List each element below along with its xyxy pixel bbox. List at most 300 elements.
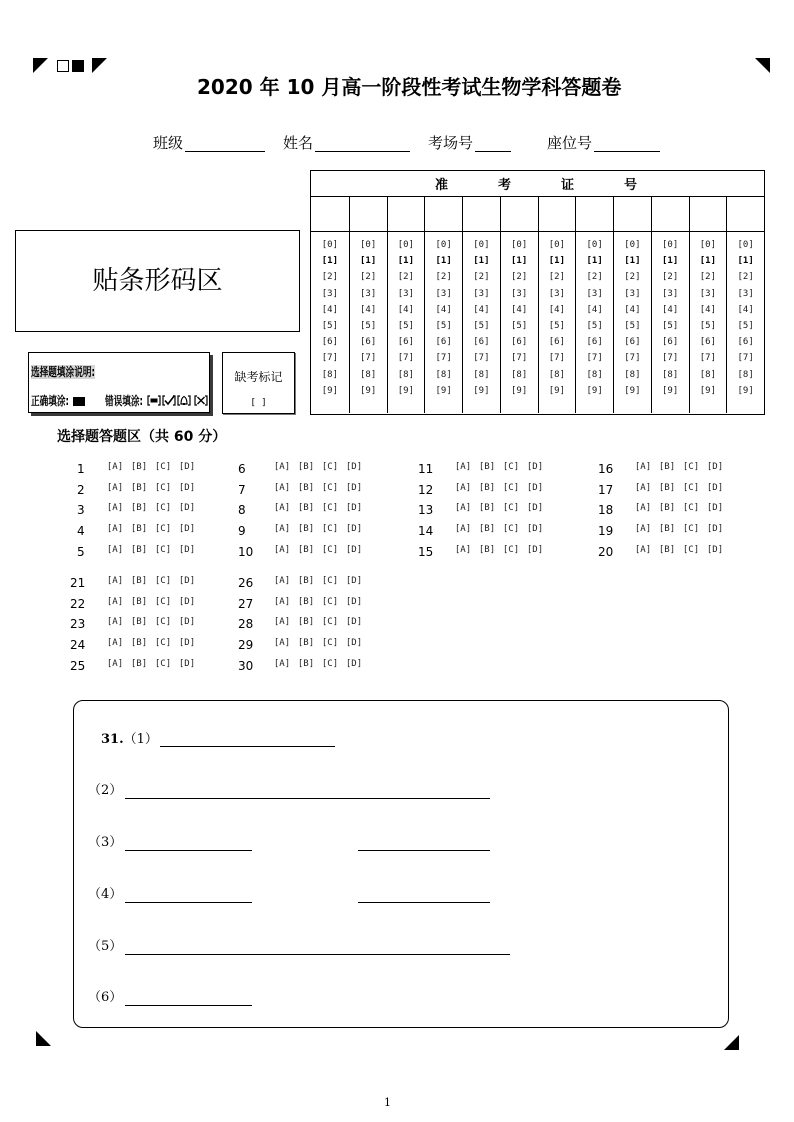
- option-bubbles: [106, 617, 196, 627]
- admission-column-7: [538, 197, 576, 413]
- choice-question-row: [238, 459, 363, 480]
- barcode-area-label: 贴条形码区: [92, 265, 223, 296]
- page-number: 1: [384, 1096, 391, 1109]
- question-number: 26: [238, 575, 254, 590]
- digit-bubble-9: [9]: [586, 385, 603, 396]
- digit-bubble-6: [6]: [359, 337, 377, 348]
- digit-bubble-6: [6]: [473, 337, 490, 348]
- option-bubble-d: [D]: [706, 503, 724, 514]
- admission-header-char: 准: [435, 178, 449, 193]
- digit-bubble-3: [3]: [321, 288, 338, 299]
- question-number: 21: [70, 575, 86, 590]
- name-label: 姓名: [283, 134, 314, 152]
- option-bubble-c: [C]: [502, 503, 520, 514]
- option-bubble-a: [A]: [634, 545, 652, 556]
- question-number: 23: [70, 617, 86, 632]
- digit-bubble-1: [1]: [548, 256, 565, 267]
- option-bubble-c: [C]: [502, 524, 520, 535]
- digit-bubble-5: [5]: [473, 320, 490, 331]
- seat-label: 座位号: [547, 134, 593, 152]
- option-bubble-b: [B]: [478, 524, 496, 535]
- option-bubble-c: [C]: [321, 575, 339, 586]
- digit-bubble-5: [5]: [435, 320, 452, 331]
- digit-bubble-9: [9]: [473, 385, 490, 396]
- digit-bubble-7: [7]: [473, 353, 490, 364]
- option-bubble-a: [A]: [273, 545, 291, 556]
- option-bubbles: [273, 545, 363, 555]
- digit-bubble-4: [4]: [737, 304, 754, 315]
- option-bubble-b: [B]: [478, 503, 496, 514]
- digit-bubble-2: [2]: [586, 272, 603, 283]
- option-bubble-a: [A]: [273, 575, 291, 586]
- digit-bubble-8: [8]: [737, 369, 754, 380]
- correct-fill-label: 正确填涂:: [31, 394, 70, 408]
- option-bubble-b: [B]: [130, 503, 148, 514]
- digit-bubble-0: [0]: [548, 240, 565, 250]
- question-number: 3: [77, 503, 85, 518]
- choice-question-row: [238, 656, 363, 677]
- question-number: 13: [418, 503, 434, 518]
- admission-header-char: 号: [624, 178, 638, 193]
- option-bubble-a: [A]: [273, 659, 291, 670]
- option-bubble-c: [C]: [154, 659, 172, 670]
- choice-group-26-30: [238, 573, 363, 677]
- digit-bubble-6: [6]: [624, 337, 641, 348]
- digit-bubble-3: [3]: [737, 288, 754, 299]
- choice-question-row: [70, 614, 196, 635]
- digit-bubble-4: [4]: [435, 304, 452, 315]
- option-bubbles: [634, 462, 724, 472]
- wrong-fill-cross-icon: [194, 395, 208, 406]
- digit-bubble-7: [7]: [699, 353, 716, 364]
- option-bubble-c: [C]: [154, 596, 172, 607]
- option-bubble-a: [A]: [106, 575, 124, 586]
- question-number: 30: [238, 659, 254, 674]
- digit-bubble-5: [5]: [359, 320, 377, 331]
- digit-bubble-7: [7]: [548, 353, 565, 364]
- option-bubble-a: [A]: [273, 596, 291, 607]
- part-4-answer-blank-a: [125, 902, 252, 903]
- option-bubbles: [273, 462, 363, 472]
- part-4-answer-blank-b: [358, 902, 490, 903]
- option-bubble-c: [C]: [154, 545, 172, 556]
- question-number: 14: [418, 524, 434, 539]
- option-bubble-a: [A]: [106, 617, 124, 628]
- corner-triangle-icon: [33, 58, 48, 73]
- choice-question-row: [238, 542, 363, 563]
- digit-bubble-4: [4]: [699, 304, 716, 315]
- corner-triangle-icon: [724, 1035, 739, 1050]
- digit-bubble-7: [7]: [435, 353, 452, 364]
- option-bubble-d: [D]: [345, 524, 363, 535]
- digit-bubble-3: [3]: [624, 288, 641, 299]
- option-bubble-c: [C]: [682, 524, 700, 535]
- digit-bubble-0: [0]: [661, 240, 679, 250]
- option-bubble-a: [A]: [634, 461, 652, 472]
- option-bubble-d: [D]: [706, 482, 724, 493]
- digit-bubble-5: [5]: [321, 320, 338, 331]
- digit-bubble-7: [7]: [397, 353, 414, 364]
- digit-bubble-0: [0]: [397, 240, 414, 250]
- option-bubble-c: [C]: [154, 503, 172, 514]
- empty-square-icon: [57, 60, 69, 72]
- admission-digit-write-cell: [311, 197, 349, 232]
- digit-bubble-1: [1]: [586, 256, 603, 267]
- digit-bubble-0: [0]: [359, 240, 377, 250]
- digit-bubble-1: [1]: [359, 256, 377, 267]
- admission-bubble-stack: [501, 232, 538, 399]
- question-number: 12: [418, 482, 434, 497]
- choice-question-row: [238, 521, 363, 542]
- option-bubble-d: [D]: [706, 461, 724, 472]
- admission-digit-write-cell: [350, 197, 387, 232]
- digit-bubble-3: [3]: [510, 288, 528, 299]
- option-bubble-d: [D]: [345, 482, 363, 493]
- option-bubble-b: [B]: [478, 461, 496, 472]
- part-3-answer-blank-b: [358, 850, 490, 851]
- admission-bubble-stack: [388, 232, 425, 399]
- choice-question-row: [418, 542, 544, 563]
- option-bubble-b: [B]: [130, 461, 148, 472]
- digit-bubble-7: [7]: [321, 353, 338, 364]
- admission-column-11: [689, 197, 727, 413]
- option-bubble-d: [D]: [178, 638, 196, 649]
- digit-bubble-6: [6]: [661, 337, 679, 348]
- option-bubble-d: [D]: [345, 659, 363, 670]
- question-number: 27: [238, 596, 254, 611]
- part-1-line: [101, 732, 158, 748]
- option-bubble-a: [A]: [106, 503, 124, 514]
- admission-bubble-stack: [652, 232, 689, 399]
- admission-bubble-stack: [311, 232, 349, 399]
- option-bubble-d: [D]: [178, 461, 196, 472]
- option-bubble-b: [B]: [130, 575, 148, 586]
- digit-bubble-4: [4]: [661, 304, 679, 315]
- option-bubble-c: [C]: [321, 638, 339, 649]
- option-bubbles: [106, 503, 196, 513]
- option-bubble-b: [B]: [658, 461, 676, 472]
- digit-bubble-7: [7]: [359, 353, 377, 364]
- admission-digit-write-cell: [463, 197, 500, 232]
- admission-column-2: [349, 197, 387, 413]
- admission-column-6: [500, 197, 538, 413]
- digit-bubble-3: [3]: [473, 288, 490, 299]
- choice-group-11-15: [418, 459, 544, 563]
- option-bubble-a: [A]: [106, 638, 124, 649]
- digit-bubble-9: [9]: [699, 385, 716, 396]
- admission-column-8: [575, 197, 613, 413]
- option-bubbles: [273, 503, 363, 513]
- question-number: 20: [598, 545, 614, 560]
- choice-question-row: [77, 500, 196, 521]
- option-bubble-a: [A]: [273, 524, 291, 535]
- option-bubble-c: [C]: [502, 461, 520, 472]
- admission-bubble-stack: [690, 232, 727, 399]
- choice-question-row: [77, 459, 196, 480]
- digit-bubble-1: [1]: [661, 256, 679, 267]
- absent-mark-box: [222, 352, 295, 414]
- option-bubble-b: [B]: [658, 524, 676, 535]
- option-bubble-c: [C]: [682, 482, 700, 493]
- option-bubble-c: [C]: [321, 524, 339, 535]
- option-bubble-b: [B]: [658, 545, 676, 556]
- option-bubble-d: [D]: [345, 503, 363, 514]
- option-bubbles: [106, 524, 196, 534]
- choice-question-row: [238, 500, 363, 521]
- digit-bubble-0: [0]: [510, 240, 528, 250]
- option-bubble-d: [D]: [706, 545, 724, 556]
- digit-bubble-1: [1]: [699, 256, 716, 267]
- digit-bubble-3: [3]: [699, 288, 716, 299]
- wrong-fill-label: 错误填涂:: [105, 394, 144, 408]
- option-bubbles: [454, 462, 544, 472]
- digit-bubble-8: [8]: [359, 369, 377, 380]
- admission-column-1: [311, 197, 349, 413]
- digit-bubble-8: [8]: [397, 369, 414, 380]
- digit-bubble-4: [4]: [548, 304, 565, 315]
- option-bubble-d: [D]: [178, 482, 196, 493]
- digit-bubble-2: [2]: [359, 272, 377, 283]
- question-number: 18: [598, 503, 614, 518]
- wrong-fill-partial-icon: [177, 395, 191, 406]
- option-bubble-d: [D]: [178, 596, 196, 607]
- option-bubble-c: [C]: [682, 503, 700, 514]
- digit-bubble-9: [9]: [737, 385, 754, 396]
- digit-bubble-9: [9]: [321, 385, 338, 396]
- digit-bubble-4: [4]: [624, 304, 641, 315]
- option-bubble-c: [C]: [321, 617, 339, 628]
- barcode-area: [15, 230, 300, 332]
- admission-digit-write-cell: [727, 197, 764, 232]
- digit-bubble-4: [4]: [321, 304, 338, 315]
- option-bubble-a: [A]: [634, 524, 652, 535]
- option-bubble-b: [B]: [130, 659, 148, 670]
- choice-group-21-25: [70, 573, 196, 677]
- choice-question-row: [418, 500, 544, 521]
- digit-bubble-0: [0]: [699, 240, 716, 250]
- filled-square-icon: [72, 60, 84, 72]
- digit-bubble-0: [0]: [473, 240, 490, 250]
- part-2-answer-blank: [125, 798, 490, 799]
- option-bubble-d: [D]: [526, 545, 544, 556]
- admission-bubble-stack: [539, 232, 576, 399]
- admission-bubble-stack: [614, 232, 651, 399]
- digit-bubble-0: [0]: [586, 240, 603, 250]
- absent-mark-label: 缺考标记: [234, 370, 283, 384]
- admission-digit-write-cell: [501, 197, 538, 232]
- choice-question-row: [418, 521, 544, 542]
- option-bubble-c: [C]: [502, 482, 520, 493]
- option-bubble-b: [B]: [297, 545, 315, 556]
- digit-bubble-9: [9]: [548, 385, 565, 396]
- admission-column-10: [651, 197, 689, 413]
- digit-bubble-8: [8]: [624, 369, 641, 380]
- digit-bubble-2: [2]: [510, 272, 528, 283]
- option-bubble-b: [B]: [130, 524, 148, 535]
- choice-question-row: [70, 656, 196, 677]
- option-bubble-a: [A]: [106, 596, 124, 607]
- question-number: 6: [238, 461, 246, 476]
- option-bubbles: [273, 597, 363, 607]
- sheet-title: 2020 年 10 月高一阶段性考试生物学科答题卷: [197, 75, 622, 99]
- option-bubbles: [634, 545, 724, 555]
- option-bubbles: [634, 524, 724, 534]
- option-bubbles: [273, 617, 363, 627]
- digit-bubble-2: [2]: [321, 272, 338, 283]
- option-bubble-d: [D]: [526, 503, 544, 514]
- digit-bubble-9: [9]: [624, 385, 641, 396]
- choice-question-row: [238, 573, 363, 594]
- part-5-answer-blank: [125, 954, 510, 955]
- choice-question-row: [418, 459, 544, 480]
- digit-bubble-7: [7]: [510, 353, 528, 364]
- admission-column-9: [613, 197, 651, 413]
- option-bubble-d: [D]: [526, 482, 544, 493]
- option-bubble-a: [A]: [106, 482, 124, 493]
- digit-bubble-5: [5]: [661, 320, 679, 331]
- option-bubble-a: [A]: [273, 638, 291, 649]
- option-bubble-b: [B]: [297, 482, 315, 493]
- digit-bubble-3: [3]: [661, 288, 679, 299]
- wrong-fill-check-icon: [162, 395, 176, 406]
- option-bubble-a: [A]: [106, 659, 124, 670]
- digit-bubble-5: [5]: [624, 320, 641, 331]
- option-bubble-d: [D]: [178, 575, 196, 586]
- option-bubble-a: [A]: [273, 617, 291, 628]
- option-bubble-a: [A]: [273, 503, 291, 514]
- question-number: 22: [70, 596, 86, 611]
- admission-digit-write-cell: [614, 197, 651, 232]
- option-bubble-d: [D]: [178, 524, 196, 535]
- option-bubble-c: [C]: [321, 596, 339, 607]
- option-bubble-c: [C]: [154, 461, 172, 472]
- option-bubble-c: [C]: [154, 617, 172, 628]
- part-1-answer-blank: [160, 746, 335, 747]
- question-number: 15: [418, 545, 434, 560]
- choice-question-row: [77, 542, 196, 563]
- digit-bubble-6: [6]: [586, 337, 603, 348]
- admission-digit-write-cell: [425, 197, 462, 232]
- admission-digit-grid: [311, 197, 764, 413]
- option-bubble-a: [A]: [106, 524, 124, 535]
- digit-bubble-4: [4]: [397, 304, 414, 315]
- option-bubble-d: [D]: [526, 461, 544, 472]
- choice-question-row: [598, 542, 724, 563]
- option-bubble-d: [D]: [345, 638, 363, 649]
- digit-bubble-1: [1]: [321, 256, 338, 267]
- option-bubble-a: [A]: [454, 482, 472, 493]
- option-bubble-d: [D]: [706, 524, 724, 535]
- choice-question-row: [598, 521, 724, 542]
- option-bubble-c: [C]: [154, 638, 172, 649]
- admission-column-4: [424, 197, 462, 413]
- exam-room-label: 考场号: [428, 134, 474, 152]
- digit-bubble-3: [3]: [435, 288, 452, 299]
- option-bubble-c: [C]: [154, 524, 172, 535]
- option-bubble-b: [B]: [297, 461, 315, 472]
- option-bubble-b: [B]: [478, 482, 496, 493]
- question-number: 16: [598, 461, 614, 476]
- choice-question-row: [77, 479, 196, 500]
- option-bubble-b: [B]: [297, 659, 315, 670]
- option-bubble-d: [D]: [178, 617, 196, 628]
- question-number: 4: [77, 524, 85, 539]
- part-6-label: （6）: [88, 990, 123, 1005]
- digit-bubble-5: [5]: [510, 320, 528, 331]
- class-label: 班级: [153, 134, 184, 152]
- option-bubbles: [106, 545, 196, 555]
- choice-question-row: [598, 500, 724, 521]
- digit-bubble-2: [2]: [699, 272, 716, 283]
- choice-question-row: [77, 521, 196, 542]
- digit-bubble-9: [9]: [359, 385, 377, 396]
- digit-bubble-2: [2]: [624, 272, 641, 283]
- option-bubble-c: [C]: [321, 659, 339, 670]
- option-bubbles: [454, 483, 544, 493]
- admission-digit-write-cell: [539, 197, 576, 232]
- digit-bubble-2: [2]: [397, 272, 414, 283]
- admission-bubble-stack: [463, 232, 500, 399]
- admission-bubble-stack: [576, 232, 613, 399]
- digit-bubble-5: [5]: [397, 320, 414, 331]
- digit-bubble-7: [7]: [624, 353, 641, 364]
- option-bubble-c: [C]: [502, 545, 520, 556]
- question-number: 25: [70, 659, 86, 674]
- digit-bubble-6: [6]: [435, 337, 452, 348]
- digit-bubble-8: [8]: [435, 369, 452, 380]
- option-bubble-c: [C]: [682, 461, 700, 472]
- option-bubble-a: [A]: [454, 545, 472, 556]
- absent-mark-checkbox: [ ]: [250, 398, 267, 408]
- corner-triangle-icon: [92, 58, 107, 73]
- class-blank: [185, 135, 265, 152]
- choice-question-row: [238, 479, 363, 500]
- digit-bubble-6: [6]: [397, 337, 414, 348]
- digit-bubble-1: [1]: [473, 256, 490, 267]
- question-number: 19: [598, 524, 614, 539]
- digit-bubble-1: [1]: [435, 256, 452, 267]
- admission-header-char: 证: [561, 178, 575, 193]
- option-bubble-a: [A]: [454, 503, 472, 514]
- option-bubble-b: [B]: [297, 638, 315, 649]
- option-bubble-d: [D]: [345, 596, 363, 607]
- admission-column-3: [387, 197, 425, 413]
- digit-bubble-2: [2]: [737, 272, 754, 283]
- digit-bubble-4: [4]: [586, 304, 603, 315]
- question-number: 17: [598, 482, 614, 497]
- part-5-label: （5）: [88, 939, 123, 954]
- option-bubble-c: [C]: [682, 545, 700, 556]
- option-bubble-b: [B]: [297, 524, 315, 535]
- digit-bubble-6: [6]: [548, 337, 565, 348]
- digit-bubble-9: [9]: [510, 385, 528, 396]
- digit-bubble-0: [0]: [435, 240, 452, 250]
- option-bubbles: [106, 597, 196, 607]
- admission-column-5: [462, 197, 500, 413]
- option-bubble-b: [B]: [658, 482, 676, 493]
- option-bubbles: [273, 576, 363, 586]
- question-31-number: 31.: [101, 732, 124, 747]
- option-bubble-a: [A]: [454, 461, 472, 472]
- option-bubbles: [273, 483, 363, 493]
- option-bubble-d: [D]: [178, 659, 196, 670]
- question-31-answer-box: [73, 700, 729, 1028]
- digit-bubble-2: [2]: [473, 272, 490, 283]
- option-bubble-d: [D]: [178, 545, 196, 556]
- option-bubble-b: [B]: [130, 596, 148, 607]
- option-bubble-b: [B]: [130, 482, 148, 493]
- option-bubbles: [106, 483, 196, 493]
